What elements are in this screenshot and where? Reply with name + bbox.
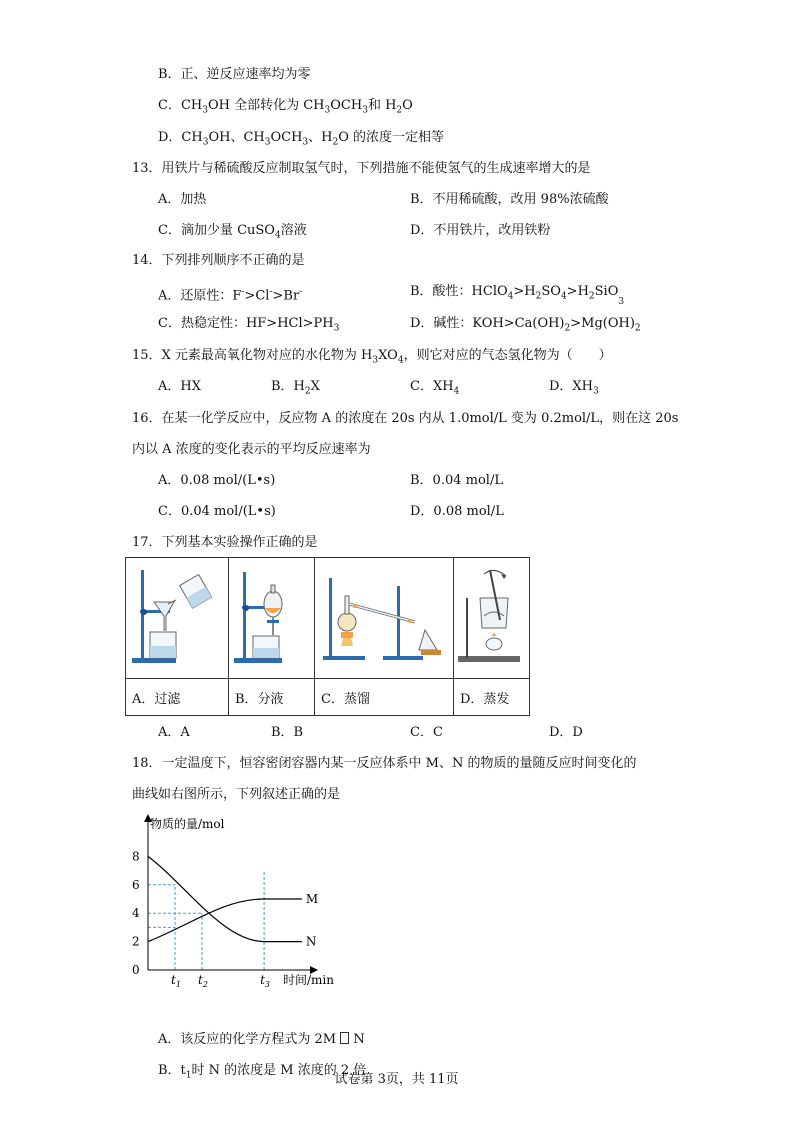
chart-guides — [148, 871, 264, 970]
distillation-image-cell — [315, 558, 454, 679]
q18-stem-line2: 曲线如右图所示，下列叙述正确的是 — [132, 787, 341, 802]
q17-option-d: D．D — [549, 725, 583, 740]
x-axis-label: 时间/min — [283, 973, 334, 987]
q12-option-c: C．$CH_3OH$ 全部转化为 $CH_3OCH_3$和 $H_2O$ — [158, 98, 413, 116]
series-label-N: N — [305, 934, 317, 949]
q18-option-b: B．$t_1$时 N 的浓度是 M 浓度的 2 倍 — [158, 1063, 367, 1081]
y-tick-label: 6 — [132, 877, 140, 892]
y-tick-label: 2 — [132, 934, 140, 949]
q15-option-d: D．$XH_3$ — [549, 379, 599, 397]
filtration-image-cell — [126, 558, 229, 679]
q15-option-c: C．$XH_4$ — [410, 379, 460, 397]
x-tick-label: $t_2$ — [198, 973, 208, 989]
series-label-M: M — [305, 892, 319, 906]
q14-option-c: C．热稳定性：$HF>HCl>PH_3$ — [158, 316, 340, 334]
page-footer: 试卷第 3页，共 11页 — [334, 1072, 459, 1087]
q16-stem-line2: 内以 A 浓度的变化表示的平均反应速率为 — [132, 442, 371, 457]
q16-option-d: D．0.08 mol/L — [410, 504, 504, 519]
caption-distillation: C．蒸馏 — [315, 679, 454, 716]
chart-series — [148, 856, 318, 948]
q16-option-b: B．0.04 mol/L — [410, 473, 503, 488]
q18-chart — [128, 810, 334, 990]
filtration-apparatus-image — [126, 558, 228, 674]
q14-option-d: D．碱性：$KOH>Ca(OH)_2>Mg(OH)_2$ — [410, 316, 641, 334]
q18-stem-line1: 18．一定温度下，恒容密闭容器内某一反应体系中 M、N 的物质的量随反应时间变化的 — [132, 756, 637, 771]
y-tick-label: 4 — [132, 906, 140, 921]
q18-option-a: A．该反应的化学方程式为 2M N — [158, 1032, 365, 1047]
x-tick-labels — [171, 973, 270, 989]
q15-option-a: A．HX — [158, 379, 201, 394]
separation-apparatus-image — [229, 558, 314, 674]
q16-option-c: C．0.04 mol/(L•s) — [158, 504, 276, 519]
caption-filtration: A．过滤 — [126, 679, 229, 716]
caption-evaporation: D．蒸发 — [454, 679, 530, 716]
separation-image-cell — [229, 558, 315, 679]
q16-stem-line1: 16．在某一化学反应中，反应物 A 的浓度在 20s 内从 1.0mol/L 变为 0.2mol/L，则在这 20s — [132, 411, 679, 426]
q15-stem: 15．X 元素最高氧化物对应的水化物为 $H_3XO_4$，则它对应的气态氢化物为（ ） — [132, 348, 612, 366]
caption-separation: B．分液 — [229, 679, 315, 716]
q17-option-b: B．B — [271, 725, 304, 740]
q12-option-b: B．正、逆反应速率均为零 — [158, 67, 311, 82]
evaporation-image-cell — [454, 558, 530, 679]
q13-option-d: D．不用铁片，改用铁粉 — [410, 223, 551, 238]
q13-option-a: A．加热 — [158, 192, 207, 207]
q14-stem: 14．下列排列顺序不正确的是 — [132, 253, 305, 268]
q17-stem: 17．下列基本实验操作正确的是 — [132, 535, 318, 550]
q14-option-b: B．酸性：$HClO_4>H_2SO_4>H_2SiO_3$ — [410, 284, 625, 307]
q17-option-c: C．C — [410, 725, 443, 740]
q13-option-c: C．滴加少量 CuSO$_4$溶液 — [158, 223, 307, 241]
q14-option-a: A．还原性：F->Cl->Br- — [158, 287, 303, 304]
series-line-M — [148, 899, 302, 942]
x-tick-label: $t_3$ — [260, 973, 271, 989]
y-tick-label: 8 — [132, 849, 140, 864]
q17-apparatus-table — [125, 557, 530, 716]
q17-option-a: A．A — [158, 725, 190, 740]
q12-option-d: D．$CH_3OH$、$CH_3OCH_3$、$H_2O$ 的浓度一定相等 — [158, 130, 445, 148]
placeholder-box — [340, 1032, 349, 1044]
y-axis-label: 物质的量/mol — [150, 817, 225, 831]
y-tick-label: 0 — [132, 963, 140, 977]
q13-stem: 13．用铁片与稀硫酸反应制取氢气时，下列措施不能使氢气的生成速率增大的是 — [132, 161, 591, 176]
x-tick-label: $t_1$ — [171, 973, 181, 989]
distillation-apparatus-image — [315, 558, 453, 674]
q13-option-b: B．不用稀硫酸，改用 98%浓硫酸 — [410, 192, 609, 207]
evaporation-apparatus-image — [454, 558, 529, 674]
y-tick-labels — [132, 849, 140, 977]
q16-option-a: A．0.08 mol/(L•s) — [158, 473, 276, 488]
q15-option-b: B．$H_2X$ — [271, 379, 320, 397]
